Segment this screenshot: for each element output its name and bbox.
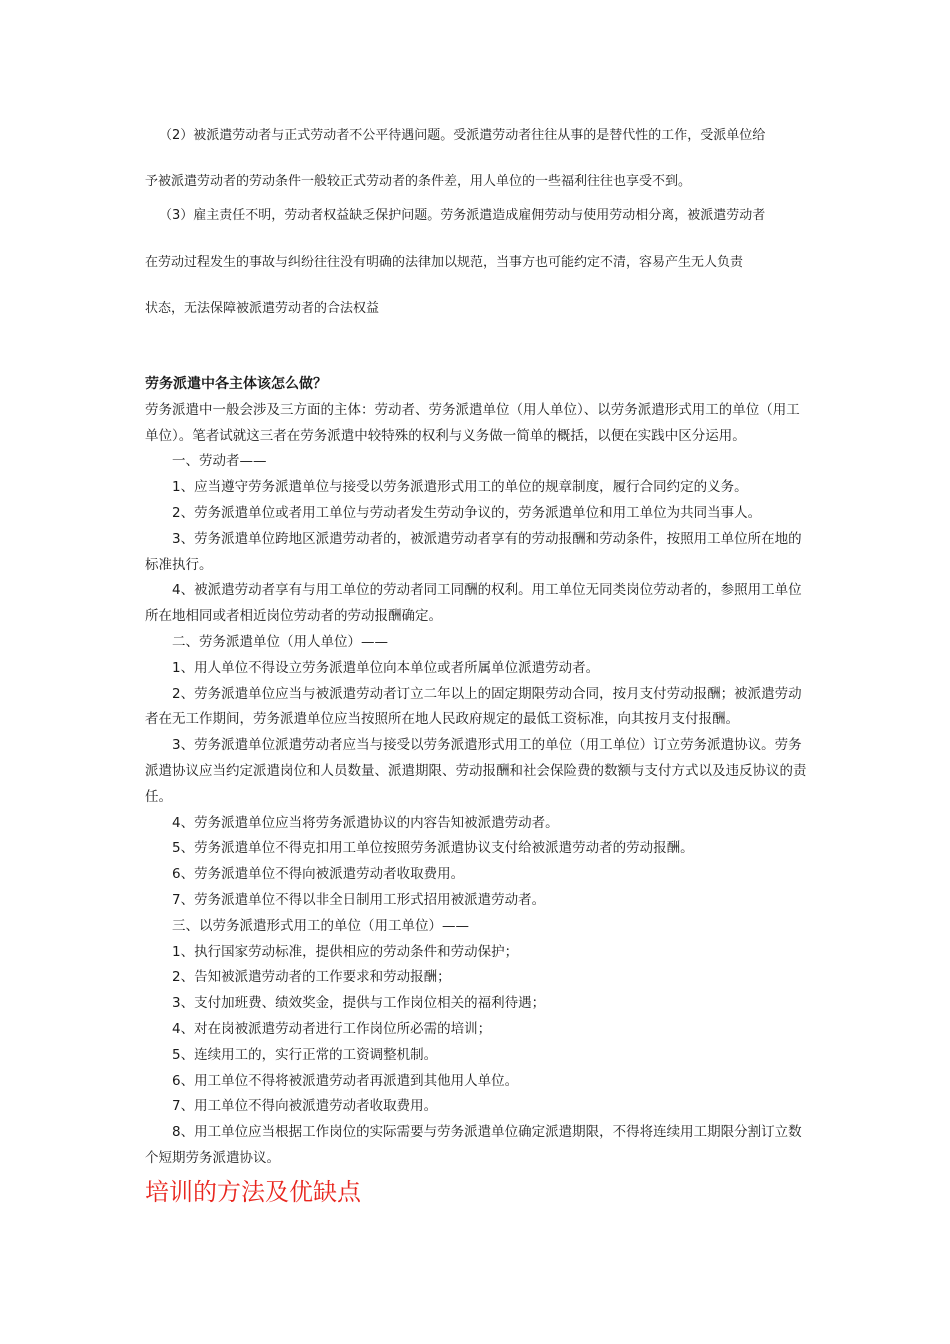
part2-title: 二、劳务派遣单位（用人单位）—— [172,633,388,650]
part1-item: 2、劳务派遣单位或者用工单位与劳动者发生劳动争议的，劳务派遣单位和用工单位为共同当事人。 [172,504,762,521]
part1-item: 4、被派遣劳动者享有与用工单位的劳动者同工同酬的权利。用工单位无同类岗位劳动者的，参照用工单位所在地相同或者相近岗位劳动者的劳动报酬确定。 [145,582,802,625]
paragraph-2-line-2: 予被派遣劳动者的劳动条件一般较正式劳动者的条件差，用人单位的一些福利往往也享受不到。 [145,174,692,189]
part2-item: 6、劳务派遣单位不得向被派遣劳动者收取费用。 [172,866,465,883]
part3-item: 4、对在岗被派遣劳动者进行工作岗位所必需的培训； [172,1020,492,1037]
part3-item: 8、用工单位应当根据工作岗位的实际需要与劳务派遣单位确定派遣期限，不得将连续用工期限分割订立数个短期劳务派遣协议。 [145,1124,802,1166]
part1-item: 1、应当遵守劳务派遣单位与接受以劳务派遣形式用工的单位的规章制度，履行合同约定的义务。 [172,479,748,496]
part2-item: 2、劳务派遣单位应当与被派遣劳动者订立二年以上的固定期限劳动合同，按月支付劳动报酬；被派遣劳动者在无工作期间，劳务派遣单位应当按照所在地人民政府规定的最低工资标准，向其按月支付报酬。 [145,685,802,728]
paragraph-3-line-1: （3）雇主责任不明，劳动者权益缺乏保护问题。劳务派遣造成雇佣劳动与使用劳动相分离，被派遣劳动者 [159,208,766,223]
part2-item: 1、用人单位不得设立劳务派遣单位向本单位或者所属单位派遣劳动者。 [172,659,600,676]
part1-item: 3、劳务派遣单位跨地区派遣劳动者的，被派遣劳动者享有的劳动报酬和劳动条件，按照用工单位所在地的标准执行。 [145,530,802,573]
section-heading: 劳务派遣中各主体该怎么做？ [145,376,327,392]
intro-paragraph: 劳务派遣中一般会涉及三方面的主体：劳动者、劳务派遣单位（用人单位）、以劳务派遣形式用工的单位（用工单位）。笔者试就这三者在劳务派遣中较特殊的权利与义务做一简单的概括，以便在实践中区分运用。 [145,401,800,444]
part2-item: 3、劳务派遣单位派遣劳动者应当与接受以劳务派遣形式用工的单位（用工单位）订立劳务派遣协议。劳务派遣协议应当约定派遣岗位和人员数量、派遣期限、劳动报酬和社会保险费的数额与支付方式以及违反协议的责任。 [145,737,807,805]
part3-item: 7、用工单位不得向被派遣劳动者收取费用。 [172,1098,438,1115]
part2-item: 5、劳务派遣单位不得克扣用工单位按照劳务派遣协议支付给被派遣劳动者的劳动报酬。 [172,840,694,857]
paragraph-3-line-2: 在劳动过程发生的事故与纠纷往往没有明确的法律加以规范，当事方也可能约定不清，容易产生无人负责 [145,255,744,270]
part1-title: 一、劳动者—— [172,453,267,470]
next-section-title: 培训的方法及优缺点 [145,1178,361,1206]
paragraph-3-line-3: 状态，无法保障被派遣劳动者的合法权益 [145,301,380,316]
part3-item: 5、连续用工的，实行正常的工资调整机制。 [172,1046,438,1063]
paragraph-2-line-1: （2）被派遣劳动者与正式劳动者不公平待遇问题。受派遣劳动者往往从事的是替代性的工作，受派单位给 [159,128,766,143]
part3-item: 2、告知被派遣劳动者的工作要求和劳动报酬； [172,969,451,986]
part2-item: 7、劳务派遣单位不得以非全日制用工形式招用被派遣劳动者。 [172,891,546,908]
main-section [145,372,810,1172]
part2-item: 4、劳务派遣单位应当将劳务派遣协议的内容告知被派遣劳动者。 [172,814,559,831]
part3-item: 3、支付加班费、绩效奖金，提供与工作岗位相关的福利待遇； [172,995,546,1012]
part3-item: 1、执行国家劳动标准，提供相应的劳动条件和劳动保护； [172,943,519,960]
part3-item: 6、用工单位不得将被派遣劳动者再派遣到其他用人单位。 [172,1072,519,1089]
part3-title: 三、以劳务派遣形式用工的单位（用工单位）—— [172,917,469,934]
